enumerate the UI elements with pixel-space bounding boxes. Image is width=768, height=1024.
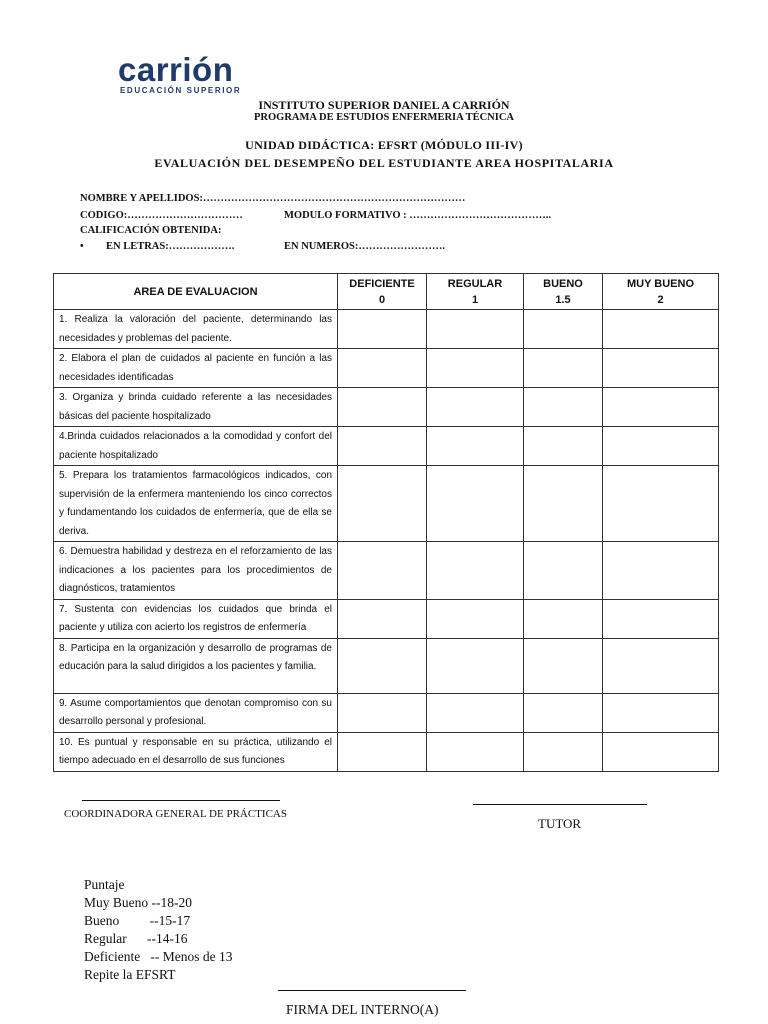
- table-row: [54, 542, 719, 600]
- table-row: [54, 599, 719, 638]
- criterion-cell: 2. Elabora el plan de cuidados al paciente en función a las necesidades identificadas: [54, 349, 338, 388]
- score-cell[interactable]: [524, 542, 603, 600]
- bullet: •: [80, 241, 84, 252]
- logo-wordmark: carrión: [118, 51, 234, 88]
- module-field: MODULO FORMATIVO : …………………………………..: [284, 210, 552, 221]
- level-label: DEFICIENTE: [349, 277, 415, 290]
- score-cell[interactable]: [603, 542, 719, 600]
- score-cell[interactable]: [603, 638, 719, 693]
- criterion-cell: 4.Brinda cuidados relacionados a la comodidad y confort del paciente hospitalizado: [54, 427, 338, 466]
- level-value: 1.5: [555, 293, 571, 306]
- level-label: BUENO: [543, 277, 583, 290]
- table-row: [54, 310, 719, 349]
- criterion-cell: 6. Demuestra habilidad y destreza en el reforzamiento de las indicaciones a los pacientes para los procedimientos de diagnósticos, tratamientos: [54, 542, 338, 600]
- coordinator-signature-line: [82, 800, 280, 801]
- scoring-row: Muy Bueno --18-20: [84, 895, 192, 910]
- table-row: [54, 638, 719, 693]
- scoring-row: Regular --14-16: [84, 931, 188, 946]
- level-header-muy-bueno: [603, 274, 719, 310]
- score-cell[interactable]: [603, 466, 719, 542]
- scoring-row: Repite la EFSRT: [84, 967, 176, 982]
- intern-signature-line: [278, 990, 466, 991]
- tutor-signature-line: [473, 804, 647, 805]
- score-cell[interactable]: [427, 542, 524, 600]
- score-cell[interactable]: [427, 349, 524, 388]
- criterion-cell: 1. Realiza la valoración del paciente, determinando las necesidades y problemas del paciente.: [54, 310, 338, 349]
- table-row: [54, 349, 719, 388]
- score-cell[interactable]: [524, 466, 603, 542]
- criterion-cell: 9. Asume comportamientos que denotan compromiso con su desarrollo personal y profesional.: [54, 693, 338, 732]
- score-cell[interactable]: [603, 349, 719, 388]
- score-cell[interactable]: [524, 693, 603, 732]
- score-cell[interactable]: [427, 638, 524, 693]
- score-cell[interactable]: [603, 388, 719, 427]
- score-cell[interactable]: [524, 638, 603, 693]
- name-field: NOMBRE Y APELLIDOS:…………………………………………………………………: [80, 193, 466, 204]
- logo-tagline: EDUCACIÓN SUPERIOR: [120, 86, 242, 95]
- level-value: 0: [378, 293, 386, 306]
- scoring-row: Deficiente -- Menos de 13: [84, 949, 233, 964]
- score-cell[interactable]: [427, 466, 524, 542]
- score-cell[interactable]: [338, 542, 427, 600]
- score-cell[interactable]: [603, 732, 719, 771]
- table-row: [54, 693, 719, 732]
- coordinator-label: COORDINADORA GENERAL DE PRÁCTICAS: [64, 808, 287, 820]
- table-row: [54, 466, 719, 542]
- score-cell[interactable]: [427, 310, 524, 349]
- didactic-unit: UNIDAD DIDÁCTICA: EFSRT (MÓDULO III-IV): [245, 138, 523, 152]
- score-cell[interactable]: [427, 732, 524, 771]
- program-name: PROGRAMA DE ESTUDIOS ENFERMERIA TÉCNICA: [253, 112, 514, 123]
- grade-label: CALIFICACIÓN OBTENIDA:: [80, 225, 222, 236]
- criterion-cell: 3. Organiza y brinda cuidado referente a las necesidades básicas del paciente hospitalizado: [54, 388, 338, 427]
- score-cell[interactable]: [524, 388, 603, 427]
- criterion-cell: 8. Participa en la organización y desarrollo de programas de educación para la salud dirigidos a los pacientes y familia.: [54, 638, 338, 693]
- score-cell[interactable]: [338, 599, 427, 638]
- grade-in-numbers-field: EN NUMEROS:…………………….: [284, 241, 446, 252]
- scoring-row: Bueno --15-17: [84, 913, 191, 928]
- tutor-label: TUTOR: [538, 816, 582, 831]
- code-field: CODIGO:……………………………: [80, 210, 243, 221]
- intern-signature-label: FIRMA DEL INTERNO(A): [286, 1002, 439, 1017]
- scoring-title: Puntaje: [84, 877, 125, 892]
- score-cell[interactable]: [524, 310, 603, 349]
- score-cell[interactable]: [603, 427, 719, 466]
- table-header-row: [54, 274, 719, 310]
- criterion-cell: 7. Sustenta con evidencias los cuidados que brinda el paciente y utiliza con acierto los registros de enfermería: [54, 599, 338, 638]
- score-cell[interactable]: [603, 310, 719, 349]
- score-cell[interactable]: [338, 638, 427, 693]
- score-cell[interactable]: [524, 732, 603, 771]
- evaluation-table: [53, 273, 719, 772]
- institute-name: INSTITUTO SUPERIOR DANIEL A CARRIÓN: [258, 98, 510, 112]
- level-header-bueno: [524, 274, 603, 310]
- score-cell[interactable]: [338, 693, 427, 732]
- score-cell[interactable]: [338, 310, 427, 349]
- score-cell[interactable]: [524, 349, 603, 388]
- score-cell[interactable]: [524, 599, 603, 638]
- criterion-cell: 10. Es puntual y responsable en su práctica, utilizando el tiempo adecuado en el desarrollo de sus funciones: [54, 732, 338, 771]
- score-cell[interactable]: [603, 693, 719, 732]
- score-cell[interactable]: [338, 427, 427, 466]
- level-label: REGULAR: [447, 277, 503, 290]
- level-value: 1: [471, 293, 479, 306]
- score-cell[interactable]: [427, 693, 524, 732]
- grade-in-letters-field: EN LETRAS:……………….: [106, 241, 235, 252]
- score-cell[interactable]: [338, 349, 427, 388]
- score-cell[interactable]: [427, 427, 524, 466]
- score-cell[interactable]: [603, 599, 719, 638]
- table-row: [54, 388, 719, 427]
- level-header-deficiente: [338, 274, 427, 310]
- level-value: 2: [657, 293, 664, 306]
- score-cell[interactable]: [338, 732, 427, 771]
- score-cell[interactable]: [524, 427, 603, 466]
- evaluation-title: EVALUACIÓN DEL DESEMPEÑO DEL ESTUDIANTE AREA HOSPITALARIA: [154, 156, 614, 170]
- score-cell[interactable]: [338, 466, 427, 542]
- level-label: MUY BUENO: [626, 277, 695, 290]
- score-cell[interactable]: [427, 599, 524, 638]
- level-header-regular: [427, 274, 524, 310]
- score-cell[interactable]: [427, 388, 524, 427]
- table-row: [54, 427, 719, 466]
- area-header: AREA DE EVALUACION: [54, 274, 338, 310]
- criterion-cell: 5. Prepara los tratamientos farmacológicos indicados, con supervisión de la enfermera manteniendo los cinco correctos y fundamentando los cuidados de enfermería, que de ella se deriva.: [54, 466, 338, 542]
- score-cell[interactable]: [338, 388, 427, 427]
- table-row: [54, 732, 719, 771]
